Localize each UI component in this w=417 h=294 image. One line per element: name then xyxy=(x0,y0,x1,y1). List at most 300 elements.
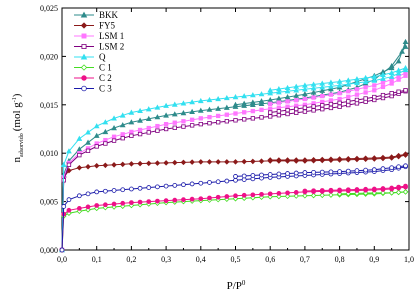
data-point xyxy=(277,106,281,110)
data-point xyxy=(277,87,281,91)
data-point xyxy=(181,111,185,115)
data-point xyxy=(138,128,142,132)
data-point xyxy=(86,149,90,153)
data-point xyxy=(242,118,246,122)
data-point xyxy=(234,112,238,116)
data-point xyxy=(156,129,160,133)
data-point xyxy=(260,173,264,177)
data-point xyxy=(121,113,125,117)
data-point xyxy=(312,170,316,174)
data-point xyxy=(155,105,159,109)
data-point xyxy=(138,109,142,113)
data-point xyxy=(397,185,401,189)
legend-marker xyxy=(82,44,86,48)
legend-label: C 3 xyxy=(99,83,112,94)
data-point xyxy=(181,198,185,202)
data-point xyxy=(173,102,177,106)
data-point xyxy=(121,188,125,192)
data-point xyxy=(207,181,211,185)
data-point xyxy=(320,107,324,111)
data-point xyxy=(67,163,71,167)
data-point xyxy=(182,125,186,129)
legend-marker xyxy=(82,76,87,81)
data-point xyxy=(337,79,341,83)
data-point xyxy=(259,159,263,163)
data-point xyxy=(181,183,185,187)
legend-label: FY5 xyxy=(99,20,116,31)
legend-marker xyxy=(81,65,86,70)
data-point xyxy=(338,97,342,101)
data-point xyxy=(329,102,333,106)
data-point xyxy=(199,99,203,103)
data-point xyxy=(312,96,316,100)
data-point xyxy=(242,94,246,98)
data-point xyxy=(303,92,307,96)
data-point xyxy=(138,200,142,204)
data-point xyxy=(338,170,342,174)
data-point xyxy=(62,204,66,208)
data-point xyxy=(364,91,368,95)
data-point xyxy=(329,106,333,110)
data-point xyxy=(373,89,377,93)
x-tick-label: 0,2 xyxy=(126,255,137,264)
data-point xyxy=(77,166,81,170)
data-point xyxy=(156,124,160,128)
data-point xyxy=(403,40,407,44)
x-tick-label: 0,0 xyxy=(57,255,67,264)
data-point xyxy=(277,96,281,100)
data-point xyxy=(355,93,359,97)
data-point xyxy=(225,195,229,199)
data-point xyxy=(130,134,134,138)
data-point xyxy=(190,118,194,122)
data-point xyxy=(346,78,350,82)
data-point xyxy=(103,163,107,167)
data-point xyxy=(121,162,125,166)
data-point xyxy=(396,68,400,72)
data-point xyxy=(190,100,194,104)
data-point xyxy=(286,108,290,112)
data-point xyxy=(129,187,133,191)
series-c-1 xyxy=(60,190,408,252)
legend-label: LSM 1 xyxy=(99,31,125,42)
data-point xyxy=(303,171,307,175)
data-point xyxy=(347,103,351,107)
x-tick-label: 0,9 xyxy=(369,255,380,264)
data-point xyxy=(268,102,272,106)
data-point xyxy=(190,182,194,186)
data-point xyxy=(233,95,237,99)
data-point xyxy=(181,160,185,164)
x-tick-label: 0,3 xyxy=(161,255,172,264)
x-tick-label: 1,0 xyxy=(404,255,414,264)
data-point xyxy=(268,192,272,196)
data-point xyxy=(190,197,194,201)
data-point xyxy=(355,188,359,192)
data-point xyxy=(129,201,133,205)
data-point xyxy=(233,103,237,107)
data-point xyxy=(112,126,116,130)
data-point xyxy=(190,124,194,128)
data-point xyxy=(373,95,377,99)
data-point xyxy=(173,183,177,187)
data-point xyxy=(225,96,229,100)
data-point xyxy=(338,101,342,105)
data-point xyxy=(60,248,64,252)
data-point xyxy=(216,180,220,184)
data-point xyxy=(86,205,90,209)
data-point xyxy=(381,187,385,191)
data-point xyxy=(277,172,281,176)
data-point xyxy=(312,109,316,113)
data-point xyxy=(103,189,107,193)
data-point xyxy=(294,190,298,194)
data-point xyxy=(355,169,359,173)
data-point xyxy=(390,186,394,190)
data-point xyxy=(268,115,272,119)
data-point xyxy=(381,81,385,85)
data-point xyxy=(381,93,385,97)
data-point xyxy=(173,112,177,116)
data-point xyxy=(303,97,307,101)
data-point xyxy=(164,122,168,126)
data-point xyxy=(121,123,125,127)
data-point xyxy=(225,160,229,164)
data-point xyxy=(207,160,211,164)
data-point xyxy=(164,184,168,188)
data-point xyxy=(329,84,333,88)
data-point xyxy=(303,189,307,193)
data-point xyxy=(164,113,168,117)
data-point xyxy=(286,191,290,195)
data-point xyxy=(329,93,333,97)
data-point xyxy=(346,82,350,86)
data-point xyxy=(147,131,151,135)
data-point xyxy=(277,113,281,117)
data-point xyxy=(199,108,203,112)
y-axis xyxy=(40,4,409,255)
data-point xyxy=(277,101,281,105)
data-point xyxy=(347,95,351,99)
data-point xyxy=(112,135,116,139)
data-point xyxy=(303,110,307,114)
data-point xyxy=(164,127,168,131)
x-tick-label: 0,4 xyxy=(195,255,206,264)
data-point xyxy=(234,178,238,182)
data-point xyxy=(121,201,125,205)
data-point xyxy=(338,105,342,109)
data-point xyxy=(95,164,99,168)
data-point xyxy=(277,191,281,195)
data-point xyxy=(311,86,315,90)
data-point xyxy=(251,109,255,113)
legend-label: C 1 xyxy=(99,62,112,73)
data-point xyxy=(329,188,333,192)
data-point xyxy=(285,95,289,99)
data-point xyxy=(286,172,290,176)
data-point xyxy=(155,115,159,119)
data-point xyxy=(112,116,116,120)
data-point xyxy=(355,77,359,81)
series-fy5 xyxy=(60,152,408,252)
data-point xyxy=(268,107,272,111)
data-point xyxy=(268,88,272,92)
data-point xyxy=(294,171,298,175)
data-point xyxy=(164,161,168,165)
x-axis-title: $P/P^0$ xyxy=(226,279,246,292)
data-point xyxy=(396,59,400,63)
data-point xyxy=(251,159,255,163)
series-bkk xyxy=(60,40,408,252)
data-point xyxy=(147,126,151,130)
data-point xyxy=(363,76,367,80)
data-point xyxy=(294,93,298,97)
data-point xyxy=(372,168,376,172)
data-point xyxy=(381,85,385,89)
data-point xyxy=(207,98,211,102)
series-line-adsorption xyxy=(62,192,406,250)
data-point xyxy=(234,119,238,123)
data-point xyxy=(404,164,408,168)
data-point xyxy=(190,160,194,164)
data-point xyxy=(346,169,350,173)
data-point xyxy=(294,84,298,88)
data-point xyxy=(286,100,290,104)
data-point xyxy=(251,173,255,177)
data-point xyxy=(364,187,368,191)
data-point xyxy=(208,115,212,119)
data-point xyxy=(381,167,385,171)
data-point xyxy=(320,85,324,89)
data-point xyxy=(138,132,142,136)
data-point xyxy=(104,142,108,146)
data-point xyxy=(164,104,168,108)
data-point xyxy=(242,159,246,163)
data-point xyxy=(404,89,408,93)
data-point xyxy=(403,66,407,70)
data-point xyxy=(77,206,81,210)
data-point xyxy=(182,119,186,123)
data-point xyxy=(199,160,203,164)
data-point xyxy=(320,188,324,192)
data-point xyxy=(233,160,237,164)
data-point xyxy=(147,161,151,165)
data-point xyxy=(129,120,133,124)
series-layer xyxy=(60,40,408,253)
data-point xyxy=(320,104,324,108)
data-point xyxy=(164,199,168,203)
data-point xyxy=(173,126,177,130)
data-point xyxy=(181,101,185,105)
data-point xyxy=(372,187,376,191)
legend-marker xyxy=(82,34,86,38)
data-point xyxy=(389,71,393,75)
data-point xyxy=(403,190,407,194)
data-point xyxy=(78,153,82,157)
data-point xyxy=(112,163,116,167)
data-point xyxy=(95,134,99,138)
data-point xyxy=(364,168,368,172)
data-point xyxy=(347,89,351,93)
x-tick-label: 0,5 xyxy=(230,255,241,264)
data-point xyxy=(147,107,151,111)
legend xyxy=(74,10,124,94)
data-point xyxy=(67,198,71,202)
data-point xyxy=(338,91,342,95)
data-point xyxy=(208,121,212,125)
data-point xyxy=(251,193,255,197)
series-line-adsorption xyxy=(62,47,406,250)
data-point xyxy=(346,188,350,192)
data-point xyxy=(138,186,142,190)
data-point xyxy=(259,99,263,103)
data-point xyxy=(225,119,229,123)
data-point xyxy=(234,174,238,178)
data-point xyxy=(242,193,246,197)
data-point xyxy=(147,200,151,204)
data-point xyxy=(130,130,134,134)
data-point xyxy=(207,196,211,200)
data-point xyxy=(259,92,263,96)
data-point xyxy=(86,165,90,169)
data-point xyxy=(329,170,333,174)
data-point xyxy=(216,114,220,118)
x-tick-label: 0,7 xyxy=(299,255,310,264)
data-point xyxy=(320,94,324,98)
data-point xyxy=(355,98,359,102)
legend-marker xyxy=(81,23,86,28)
data-point xyxy=(329,80,333,84)
data-point xyxy=(242,101,246,105)
data-point xyxy=(311,82,315,86)
data-point xyxy=(129,162,133,166)
data-point xyxy=(155,199,159,203)
data-point xyxy=(199,197,203,201)
data-point xyxy=(225,179,229,183)
data-point xyxy=(67,208,71,212)
data-point xyxy=(381,76,385,80)
data-point xyxy=(147,186,151,190)
data-point xyxy=(373,84,377,88)
data-point xyxy=(285,86,289,90)
data-point xyxy=(216,120,220,124)
data-point xyxy=(260,192,264,196)
data-point xyxy=(95,203,99,207)
data-point xyxy=(390,166,394,170)
y-tick-label: 0,010 xyxy=(40,149,58,159)
data-point xyxy=(216,97,220,101)
data-point xyxy=(390,91,394,95)
y-tick-label: 0,000 xyxy=(40,246,58,255)
data-point xyxy=(294,98,298,102)
y-axis-title: $n_{adsorvido}(mol$ $g^{-1}$) xyxy=(11,93,25,163)
data-point xyxy=(312,105,316,109)
y-tick-label: 0,005 xyxy=(40,197,58,207)
legend-label: Q xyxy=(99,52,106,63)
data-point xyxy=(251,100,255,104)
data-point xyxy=(396,190,400,194)
data-point xyxy=(338,188,342,192)
series-c-3 xyxy=(60,164,407,252)
data-point xyxy=(155,161,159,165)
data-point xyxy=(103,120,107,124)
data-point xyxy=(364,97,368,101)
data-point xyxy=(155,185,159,189)
data-point xyxy=(190,110,194,114)
legend-label: C 2 xyxy=(99,73,112,84)
data-point xyxy=(320,170,324,174)
data-point xyxy=(337,83,341,87)
data-point xyxy=(397,165,401,169)
data-point xyxy=(112,202,116,206)
data-point xyxy=(389,75,393,79)
data-point xyxy=(404,184,408,188)
data-point xyxy=(390,82,394,86)
data-point xyxy=(355,88,359,92)
x-tick-label: 0,8 xyxy=(334,255,345,264)
data-point xyxy=(225,113,229,117)
data-point xyxy=(95,124,99,128)
data-point xyxy=(312,189,316,193)
data-point xyxy=(199,117,203,121)
data-point xyxy=(77,194,81,198)
data-point xyxy=(129,110,133,114)
data-point xyxy=(294,107,298,111)
data-point xyxy=(225,106,229,110)
data-point xyxy=(303,87,307,91)
data-point xyxy=(242,174,246,178)
data-point xyxy=(147,117,151,121)
y-tick-label: 0,025 xyxy=(40,4,58,13)
data-point xyxy=(216,195,220,199)
data-point xyxy=(112,139,116,143)
data-point xyxy=(103,130,107,134)
data-point xyxy=(95,145,99,149)
data-point xyxy=(173,160,177,164)
data-point xyxy=(86,192,90,196)
legend-label: LSM 2 xyxy=(99,41,125,52)
y-tick-label: 0,020 xyxy=(40,52,58,62)
data-point xyxy=(216,160,220,164)
legend-marker xyxy=(82,86,87,91)
data-point xyxy=(103,203,107,207)
data-point xyxy=(268,98,272,102)
data-point xyxy=(260,108,264,112)
legend-label: BKK xyxy=(99,10,119,21)
data-point xyxy=(216,106,220,110)
data-point xyxy=(268,111,272,115)
data-point xyxy=(242,111,246,115)
data-point xyxy=(173,198,177,202)
data-point xyxy=(199,122,203,126)
y-tick-label: 0,015 xyxy=(40,100,58,110)
data-point xyxy=(138,118,142,122)
data-point xyxy=(294,111,298,115)
data-point xyxy=(234,194,238,198)
data-point xyxy=(303,83,307,87)
data-point xyxy=(397,90,401,94)
x-tick-label: 0,1 xyxy=(91,255,102,264)
data-point xyxy=(364,86,368,90)
data-point xyxy=(260,116,264,120)
data-point xyxy=(95,190,99,194)
data-point xyxy=(329,99,333,103)
data-point xyxy=(251,93,255,97)
data-point xyxy=(207,107,211,111)
data-point xyxy=(173,121,177,125)
data-point xyxy=(121,136,125,140)
data-point xyxy=(277,110,281,114)
